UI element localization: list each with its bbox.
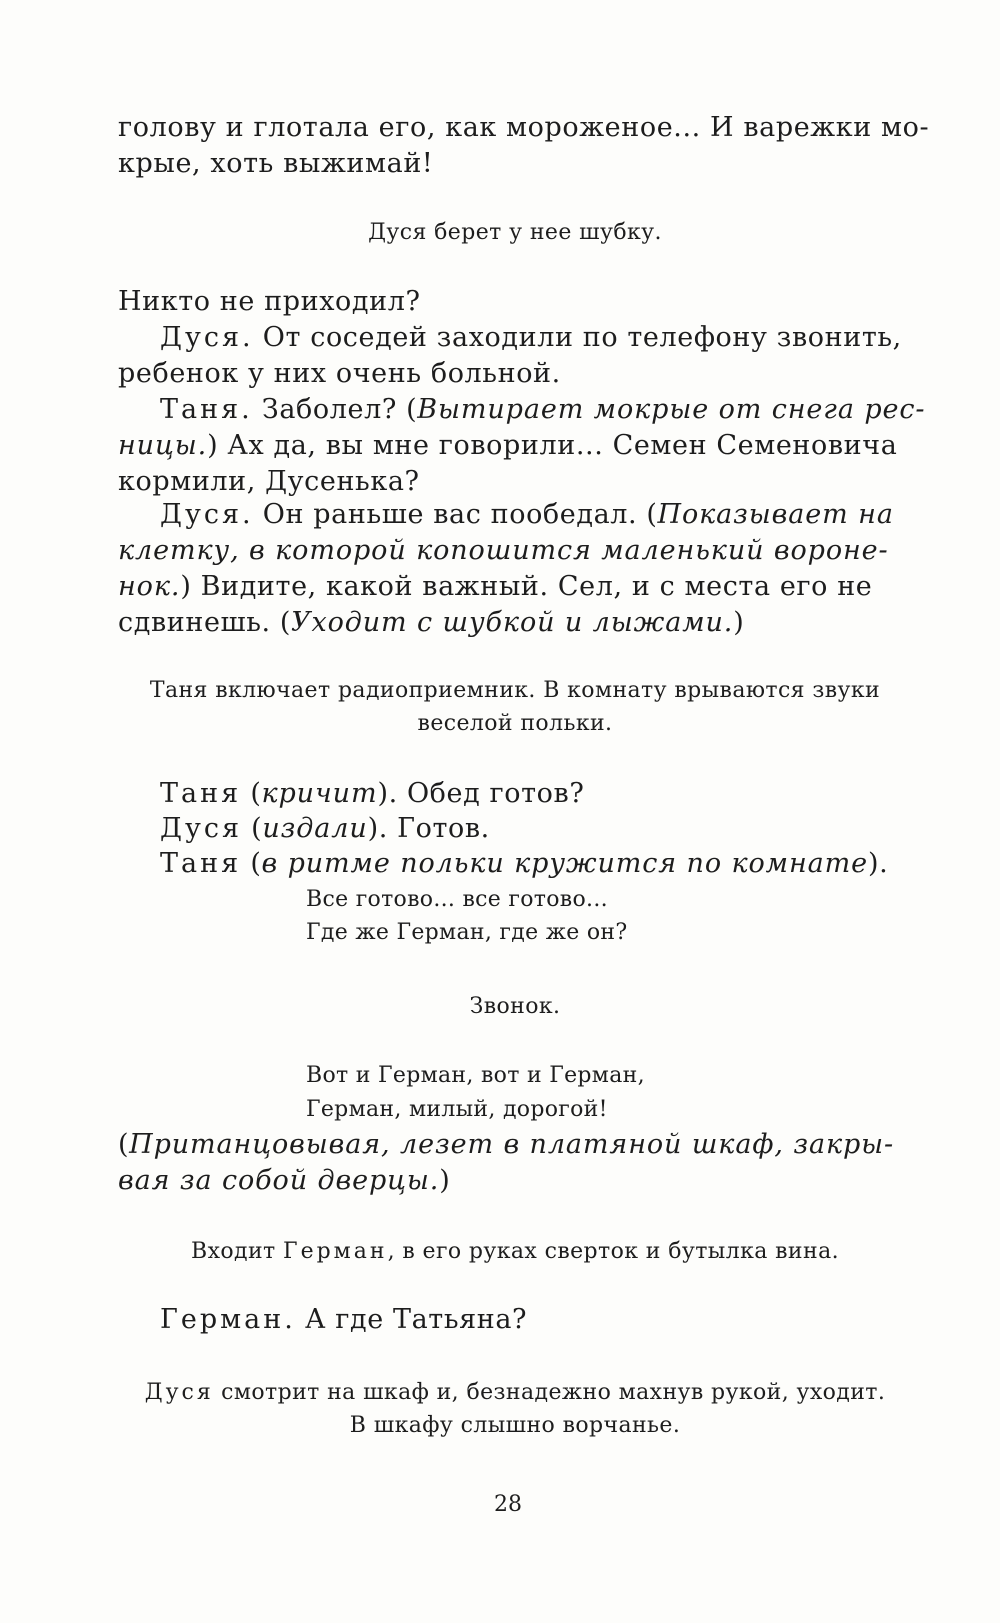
text-span: ) Ах да, вы мне говорили... Семен Семеновича xyxy=(207,430,898,461)
speaker-name: Таня xyxy=(160,848,242,879)
text-line xyxy=(118,533,889,569)
text-line xyxy=(118,428,897,464)
text-line xyxy=(160,320,914,356)
text-span: ( xyxy=(118,1129,130,1160)
stage-remark: ницы. xyxy=(118,430,208,461)
verse-line xyxy=(306,883,608,916)
stage-direction xyxy=(0,216,1000,249)
stage-direction xyxy=(0,990,1000,1023)
stage-direction-text: Таня включает радиоприемник. В комнату врываются звуки xyxy=(149,678,881,703)
stage-direction-text: Звонок. xyxy=(469,994,561,1019)
text-span: От соседей заходили по телефону звонить, xyxy=(262,322,902,353)
text-span: сдвинешь. ( xyxy=(118,607,292,638)
text-span: кормили, Дусенька? xyxy=(118,466,420,497)
stage-remark: Пританцовывая, лезет в платяной шкаф, закры- xyxy=(129,1129,895,1160)
stage-direction xyxy=(0,1235,1000,1268)
text-line xyxy=(118,605,744,641)
stage-direction-text: В шкафу слышно ворчанье. xyxy=(349,1413,681,1438)
stage-remark: в ритме польки кружится по комнате xyxy=(261,848,869,879)
text-line xyxy=(118,569,872,605)
stage-direction xyxy=(0,1409,1000,1442)
text-span: Герман, милый, дорогой! xyxy=(306,1097,608,1122)
text-span: ). Обед готов? xyxy=(377,778,585,809)
speaker-name: Таня xyxy=(160,778,242,809)
stage-remark: Вытирает мокрые от снега рес- xyxy=(417,394,926,425)
stage-remark: Показывает на xyxy=(657,499,894,530)
text-span: Где же Герман, где же он? xyxy=(306,920,628,945)
dialogue-line xyxy=(160,846,888,882)
stage-direction-text: Дуся берет у нее шубку. xyxy=(368,220,662,245)
text-span: , в его руках сверток и бутылка вина. xyxy=(387,1239,839,1264)
dialogue-line xyxy=(160,1302,527,1338)
text-line xyxy=(160,392,926,428)
speaker-name: Дуся. xyxy=(160,499,254,530)
stage-direction-text: веселой польки. xyxy=(417,711,613,736)
speaker-name: Герман xyxy=(283,1239,388,1264)
text-line xyxy=(118,146,433,182)
speaker-name: Дуся xyxy=(160,813,242,844)
text-span: Вот и Герман, вот и Герман, xyxy=(306,1063,645,1088)
text-span: ). Готов. xyxy=(367,813,490,844)
stage-remark: клетку, в которой копошится маленький вороне- xyxy=(118,535,889,566)
verse-line xyxy=(306,1093,608,1126)
stage-remark: вая за собой дверцы. xyxy=(118,1165,440,1196)
text-span: ( xyxy=(241,848,262,879)
dialogue-line xyxy=(160,776,584,812)
stage-direction xyxy=(0,1376,1000,1409)
text-span: Заболел? ( xyxy=(261,394,418,425)
stage-direction xyxy=(0,674,1000,707)
text-line xyxy=(118,356,561,392)
stage-direction xyxy=(0,707,1000,740)
page-number xyxy=(0,1492,1000,1517)
text-span: смотрит на шкаф и, безнадежно махнув рукой, уходит. xyxy=(213,1380,886,1405)
stage-remark: нок. xyxy=(118,571,181,602)
text-span: Все готово... все готово... xyxy=(306,887,608,912)
text-span: Никто не приходил? xyxy=(118,286,421,317)
speaker-name: Таня. xyxy=(160,394,253,425)
speaker-name: Дуся. xyxy=(160,322,254,353)
text-span: ) xyxy=(733,607,745,638)
text-span: А где Татьяна? xyxy=(295,1304,528,1335)
text-span: ( xyxy=(241,778,262,809)
verse-line xyxy=(306,916,627,949)
text-span: Входит xyxy=(191,1239,284,1264)
text-line xyxy=(118,464,420,500)
text-span: Он раньше вас пообедал. ( xyxy=(262,499,658,530)
text-span: крые, хоть выжимай! xyxy=(118,148,434,179)
speaker-name: Герман. xyxy=(160,1304,296,1335)
text-span: ) Видите, какой важный. Сел, и с места его не xyxy=(180,571,873,602)
text-line xyxy=(160,497,894,533)
stage-remark: издали xyxy=(262,813,368,844)
text-line xyxy=(118,284,421,320)
stage-remark: Уходит с шубкой и лыжами. xyxy=(291,607,734,638)
text-line xyxy=(118,1127,894,1163)
speaker-name: Дуся xyxy=(144,1380,214,1405)
text-span: ( xyxy=(242,813,263,844)
text-span: ). xyxy=(868,848,889,879)
text-line xyxy=(118,1163,450,1199)
verse-line xyxy=(306,1059,645,1092)
page-number-text: 28 xyxy=(494,1492,522,1517)
text-line xyxy=(118,110,930,146)
stage-remark: кричит xyxy=(261,778,378,809)
dialogue-line xyxy=(160,811,490,847)
text-span: ) xyxy=(439,1165,451,1196)
text-span: ребенок у них очень больной. xyxy=(118,358,561,389)
text-span: голову и глотала его, как мороженое... И варежки мо- xyxy=(118,112,930,143)
